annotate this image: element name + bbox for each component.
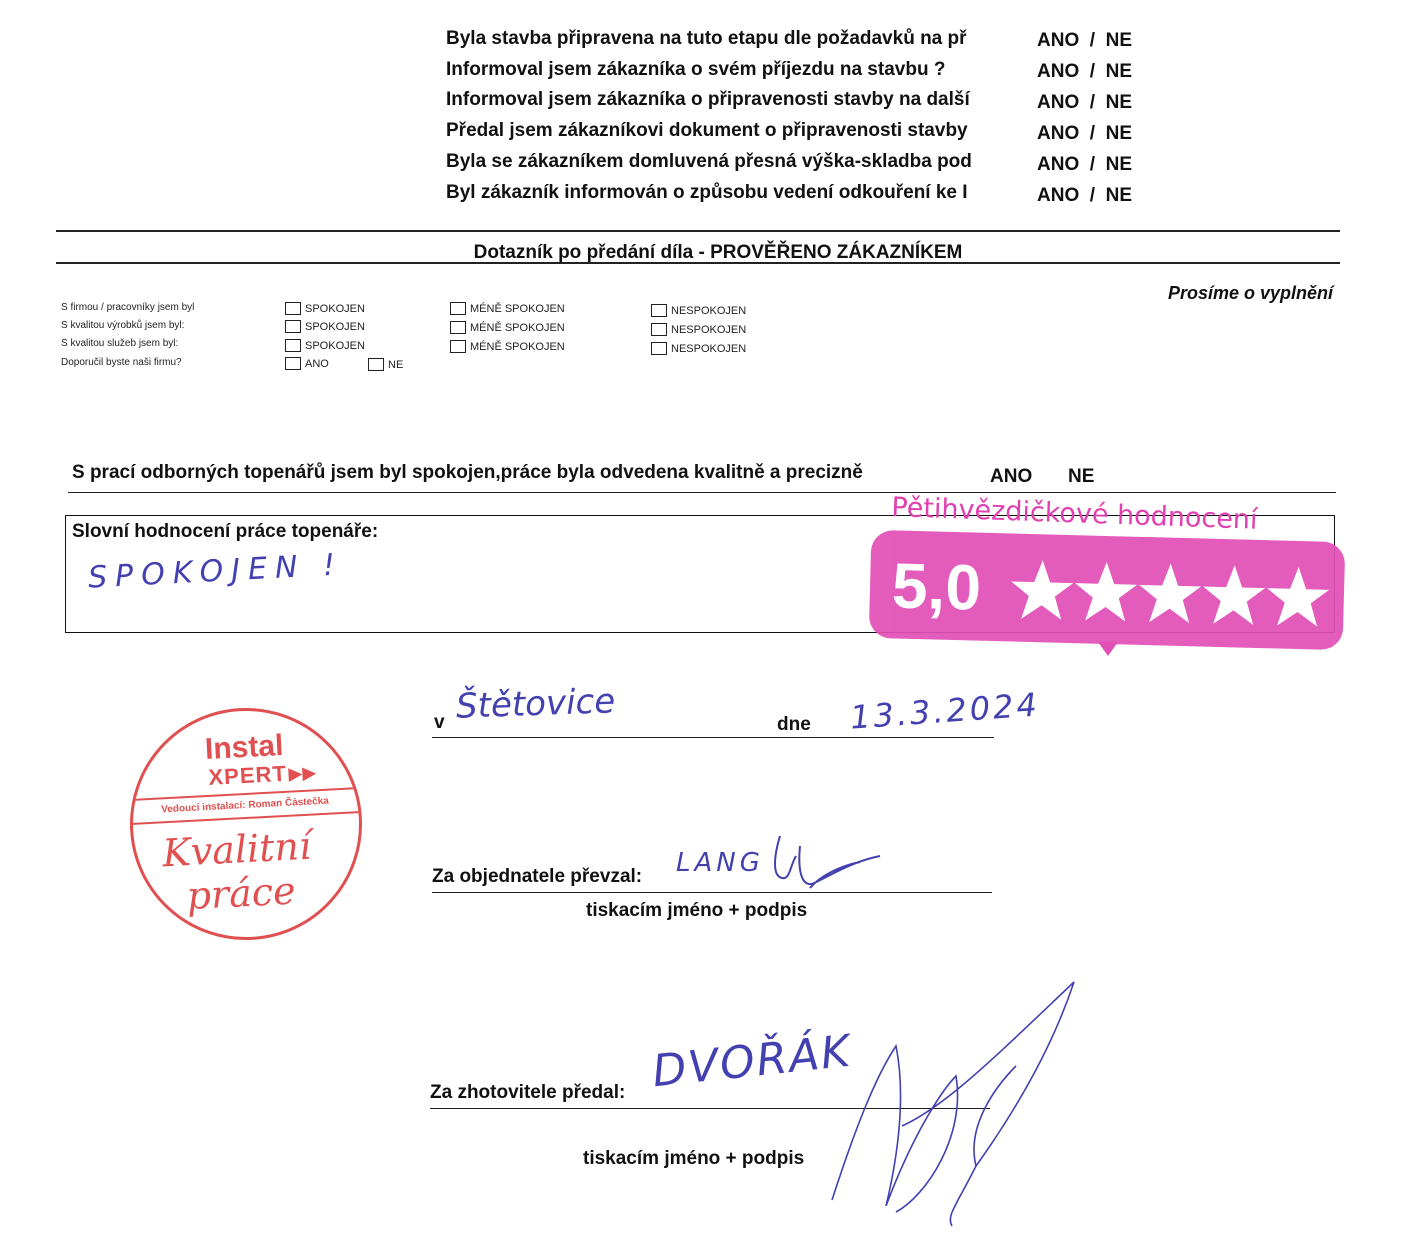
checkbox[interactable] bbox=[285, 357, 301, 370]
question-1-text: Byla stavba připravena na tuto etapu dle požadavků na př bbox=[446, 28, 967, 49]
answer-separator: / bbox=[1089, 61, 1096, 82]
question-3-text: Informoval jsem zákazníka o připravenosti stavby na další bbox=[446, 89, 970, 110]
verbal-rating-handwriting: SPOKOJEN ! bbox=[87, 547, 344, 596]
question-6-text: Byl zákazník informován o způsobu vedení odkouření ke I bbox=[446, 182, 968, 203]
answer-ne: NE bbox=[1105, 123, 1133, 144]
recommend-option-ano[interactable]: ANO bbox=[285, 357, 329, 370]
date-handwriting: 13.3.2024 bbox=[848, 685, 1041, 737]
star-icon bbox=[1266, 566, 1330, 627]
contractor-signature bbox=[826, 976, 1086, 1232]
checkbox[interactable] bbox=[651, 323, 667, 336]
place-date-line bbox=[432, 737, 994, 738]
customer-name-handwriting: LANG bbox=[676, 848, 764, 878]
question-1-answer bbox=[1037, 30, 1157, 52]
customer-caption: tiskacím jméno + podpis bbox=[586, 900, 808, 921]
satisfied-ano: ANO bbox=[990, 466, 1033, 487]
rating-stars bbox=[1009, 557, 1331, 629]
checkbox[interactable] bbox=[450, 302, 466, 315]
answer-separator: / bbox=[1089, 30, 1096, 51]
survey-row-1-option-2[interactable]: MÉNĚ SPOKOJEN bbox=[450, 302, 565, 315]
contractor-caption: tiskacím jméno + podpis bbox=[583, 1148, 805, 1169]
recommend-label: Doporučil byste naši firmu? bbox=[61, 357, 182, 368]
stamp-brand-line2: XPERT bbox=[207, 760, 288, 790]
survey-row-1-option-3[interactable]: NESPOKOJEN bbox=[651, 304, 746, 317]
checkbox[interactable] bbox=[651, 304, 667, 317]
checkbox[interactable] bbox=[450, 321, 466, 334]
answer-ano: ANO bbox=[1037, 30, 1080, 51]
answer-separator: / bbox=[1089, 154, 1096, 175]
rating-stamp-pointer bbox=[1098, 642, 1118, 656]
place-handwriting: Štětovice bbox=[455, 681, 616, 727]
rating-stamp bbox=[866, 488, 1346, 668]
checkbox[interactable] bbox=[368, 358, 384, 371]
star-icon bbox=[1202, 565, 1266, 626]
answer-ne: NE bbox=[1105, 154, 1133, 175]
question-5-answer bbox=[1037, 154, 1157, 176]
survey-row-2-option-2[interactable]: MÉNĚ SPOKOJEN bbox=[450, 321, 565, 334]
section-title: Dotazník po předání díla - PROVĚŘENO ZÁKAZNÍKEM bbox=[473, 242, 963, 263]
rating-score: 5,0 bbox=[891, 549, 982, 624]
question-4-answer bbox=[1037, 123, 1157, 145]
answer-ne: NE bbox=[1105, 30, 1133, 51]
stamp-manager-line: Vedoucí instalací: Roman Částečka bbox=[160, 795, 330, 816]
contractor-name-handwriting: DVOŘÁK bbox=[649, 1025, 855, 1098]
answer-ano: ANO bbox=[1037, 61, 1080, 82]
answer-ano: ANO bbox=[1037, 92, 1080, 113]
star-icon bbox=[1074, 561, 1138, 622]
divider-top bbox=[56, 230, 1340, 232]
checkbox[interactable] bbox=[285, 339, 301, 352]
answer-separator: / bbox=[1089, 123, 1096, 144]
survey-row-1-label: S firmou / pracovníky jsem byl bbox=[61, 302, 195, 313]
stamp-quality-line1: Kvalitní bbox=[161, 823, 313, 876]
survey-row-1-option-1[interactable]: SPOKOJEN bbox=[285, 302, 365, 315]
checkbox[interactable] bbox=[450, 340, 466, 353]
customer-line bbox=[432, 892, 992, 893]
question-5-text: Byla se zákazníkem domluvená přesná výška-skladba pod bbox=[446, 151, 972, 172]
survey-row-3-option-2[interactable]: MÉNĚ SPOKOJEN bbox=[450, 340, 565, 353]
answer-separator: / bbox=[1089, 92, 1096, 113]
verbal-rating-label: Slovní hodnocení práce topenáře: bbox=[72, 521, 379, 542]
satisfied-ne: NE bbox=[1068, 466, 1095, 487]
checkbox[interactable] bbox=[651, 342, 667, 355]
question-2-answer bbox=[1037, 61, 1157, 83]
answer-ano: ANO bbox=[1037, 185, 1080, 206]
stamp-band bbox=[132, 787, 359, 825]
contractor-label: Za zhotovitele předal: bbox=[430, 1082, 626, 1103]
survey-row-3-option-1[interactable]: SPOKOJEN bbox=[285, 339, 365, 352]
answer-ano: ANO bbox=[1037, 154, 1080, 175]
question-4-text: Předal jsem zákazníkovi dokument o připravenosti stavby bbox=[446, 120, 968, 141]
rating-stamp-title: Pětihvězdičkové hodnocení bbox=[890, 492, 1258, 536]
star-icon bbox=[1010, 559, 1074, 620]
company-stamp bbox=[124, 702, 368, 946]
question-3-answer bbox=[1037, 92, 1157, 114]
please-fill-note: Prosíme o vyplnění bbox=[1167, 283, 1333, 303]
customer-label: Za objednatele převzal: bbox=[432, 866, 643, 887]
survey-row-2-option-1[interactable]: SPOKOJEN bbox=[285, 320, 365, 333]
question-2-text: Informoval jsem zákazníka o svém příjezdu na stavbu ? bbox=[446, 59, 946, 80]
place-prefix: v bbox=[434, 712, 445, 733]
question-6-answer bbox=[1037, 185, 1157, 207]
survey-row-3-option-3[interactable]: NESPOKOJEN bbox=[651, 342, 746, 355]
customer-signature bbox=[760, 826, 890, 896]
answer-ano: ANO bbox=[1037, 123, 1080, 144]
date-label: dne bbox=[777, 714, 811, 735]
checkbox[interactable] bbox=[285, 302, 301, 315]
stamp-brand-line1: Instal bbox=[204, 728, 285, 767]
stamp-arrow-icon: ▶▶ bbox=[287, 762, 317, 784]
answer-separator: / bbox=[1089, 185, 1096, 206]
rating-stamp-badge bbox=[869, 530, 1346, 650]
stamp-quality-line2: práce bbox=[185, 868, 297, 919]
recommend-option-ne[interactable]: NE bbox=[368, 358, 403, 371]
survey-row-2-option-3[interactable]: NESPOKOJEN bbox=[651, 323, 746, 336]
divider-bottom bbox=[56, 262, 1340, 264]
star-icon bbox=[1138, 563, 1202, 624]
satisfied-statement: S prací odborných topenářů jsem byl spokojen,práce byla odvedena kvalitně a precizně bbox=[72, 462, 863, 483]
answer-ne: NE bbox=[1105, 61, 1133, 82]
answer-ne: NE bbox=[1105, 185, 1133, 206]
checkbox[interactable] bbox=[285, 320, 301, 333]
survey-row-3-label: S kvalitou služeb jsem byl: bbox=[61, 338, 179, 349]
survey-row-2-label: S kvalitou výrobků jsem byl: bbox=[61, 320, 185, 331]
answer-ne: NE bbox=[1105, 92, 1133, 113]
